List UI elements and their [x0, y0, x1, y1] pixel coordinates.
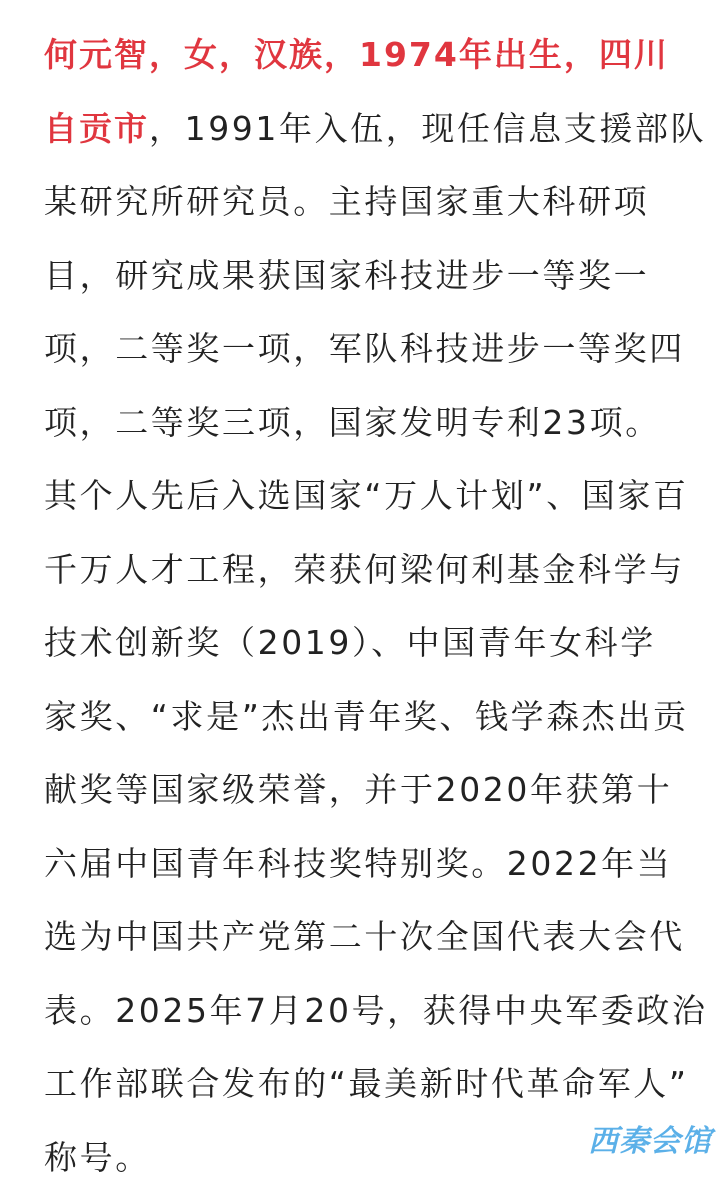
article-line: 称号。 — [44, 1121, 680, 1194]
article-line: 技术创新奖（2019）、中国青年女科学 — [44, 606, 680, 680]
article-body — [44, 18, 680, 1194]
article-line: 工作部联合发布的“最美新时代革命军人” — [44, 1047, 680, 1121]
highlight-text: 何元智，女，汉族，1974年出生，四川 — [44, 35, 669, 74]
article-line: 千万人才工程，荣获何梁何利基金科学与 — [44, 533, 680, 607]
watermark-logo: 西秦会馆 — [588, 1116, 712, 1160]
article-line: 某研究所研究员。主持国家重大科研项 — [44, 165, 680, 239]
article-line: 项，二等奖一项，军队科技进步一等奖四 — [44, 312, 680, 386]
article-line: 表。2025年7月20号，获得中央军委政治 — [44, 974, 680, 1048]
article-line — [44, 18, 680, 92]
article-line: 其个人先后入选国家“万人计划”、国家百 — [44, 459, 680, 533]
highlight-text: 自贡市 — [44, 109, 149, 148]
article-line: 目，研究成果获国家科技进步一等奖一 — [44, 239, 680, 313]
article-line — [44, 92, 680, 166]
article-text: ，1991年入伍，现任信息支援部队 — [149, 109, 706, 148]
article-line: 项，二等奖三项，国家发明专利23项。 — [44, 386, 680, 460]
article-line: 献奖等国家级荣誉，并于2020年获第十 — [44, 753, 680, 827]
article-line: 选为中国共产党第二十次全国代表大会代 — [44, 900, 680, 974]
article-line: 家奖、“求是”杰出青年奖、钱学森杰出贡 — [44, 680, 680, 754]
article-line: 六届中国青年科技奖特别奖。2022年当 — [44, 827, 680, 901]
